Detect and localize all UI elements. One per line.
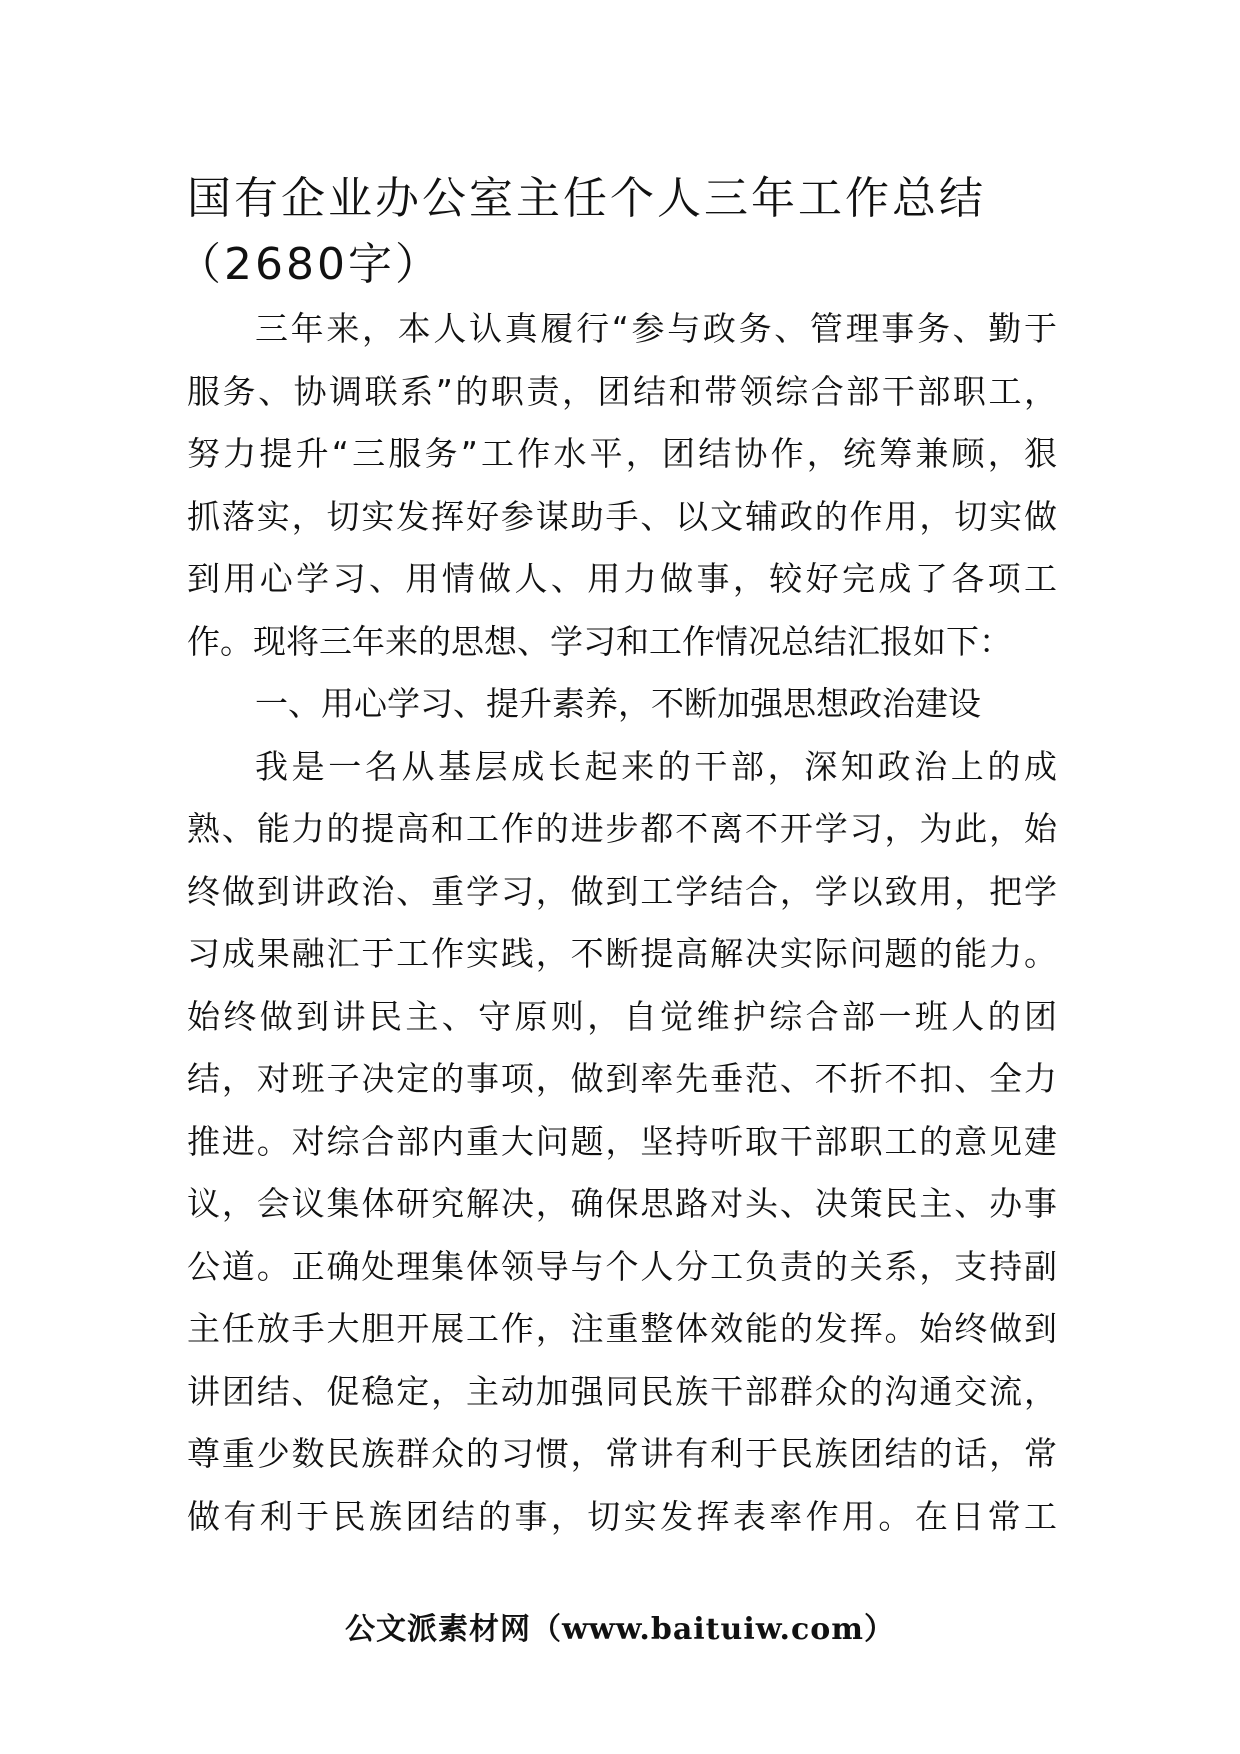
title-line-2: （2680字） — [177, 239, 442, 290]
title-line-1: 国有企业办公室主任个人三年工作总结 — [187, 173, 986, 224]
paragraph-2-line: 习成果融汇于工作实践，不断提高解决实际问题的能力。 — [187, 934, 1057, 973]
paragraph-1-line: 努力提升“三服务”工作水平，团结协作，统筹兼顾，狠 — [187, 434, 1057, 473]
paragraph-1-line: 抓落实，切实发挥好参谋助手、以文辅政的作用，切实做 — [187, 496, 1057, 536]
paragraph-2-line: 议，会议集体研究解决，确保思路对头、决策民主、办事 — [187, 1184, 1057, 1223]
paragraph-2-line: 做有利于民族团结的事，切实发挥表率作用。在日常工 — [187, 1496, 1057, 1536]
section-heading: 一、用心学习、提升素养，不断加强思想政治建设 — [255, 684, 981, 723]
paragraph-2-line: 终做到讲政治、重学习，做到工学结合，学以致用，把学 — [187, 871, 1057, 911]
paragraph-1-line: 三年来，本人认真履行“参与政务、管理事务、勤于 — [255, 309, 1057, 348]
document-title — [177, 166, 1067, 298]
paragraph-2-line: 尊重少数民族群众的习惯，常讲有利于民族团结的话，常 — [187, 1434, 1057, 1473]
footer-watermark-text: 公文派素材网（www.baituiw.com） — [344, 1612, 896, 1647]
paragraph-2-line: 结，对班子决定的事项，做到率先垂范、不折不扣、全力 — [187, 1059, 1057, 1098]
paragraph-2-line: 推进。对综合部内重大问题，坚持听取干部职工的意见建 — [187, 1121, 1057, 1161]
document-body — [187, 298, 1057, 1548]
paragraph-2-line: 我是一名从基层成长起来的干部，深知政治上的成 — [255, 746, 1057, 786]
paragraph-2-line: 熟、能力的提高和工作的进步都不离不开学习，为此，始 — [187, 809, 1057, 848]
paragraph-1-line: 服务、协调联系”的职责，团结和带领综合部干部职工， — [187, 371, 1057, 411]
paragraph-2-line: 主任放手大胆开展工作，注重整体效能的发挥。始终做到 — [187, 1309, 1057, 1348]
paragraph-1-line: 到用心学习、用情做人、用力做事，较好完成了各项工 — [187, 559, 1057, 598]
paragraph-2-line: 讲团结、促稳定，主动加强同民族干部群众的沟通交流， — [187, 1371, 1057, 1411]
paragraph-1-line: 作。现将三年来的思想、学习和工作情况总结汇报如下： — [187, 621, 1012, 661]
paragraph-2-line: 公道。正确处理集体领导与个人分工负责的关系，支持副 — [187, 1246, 1057, 1286]
paragraph-2-line: 始终做到讲民主、守原则，自觉维护综合部一班人的团 — [187, 996, 1057, 1036]
